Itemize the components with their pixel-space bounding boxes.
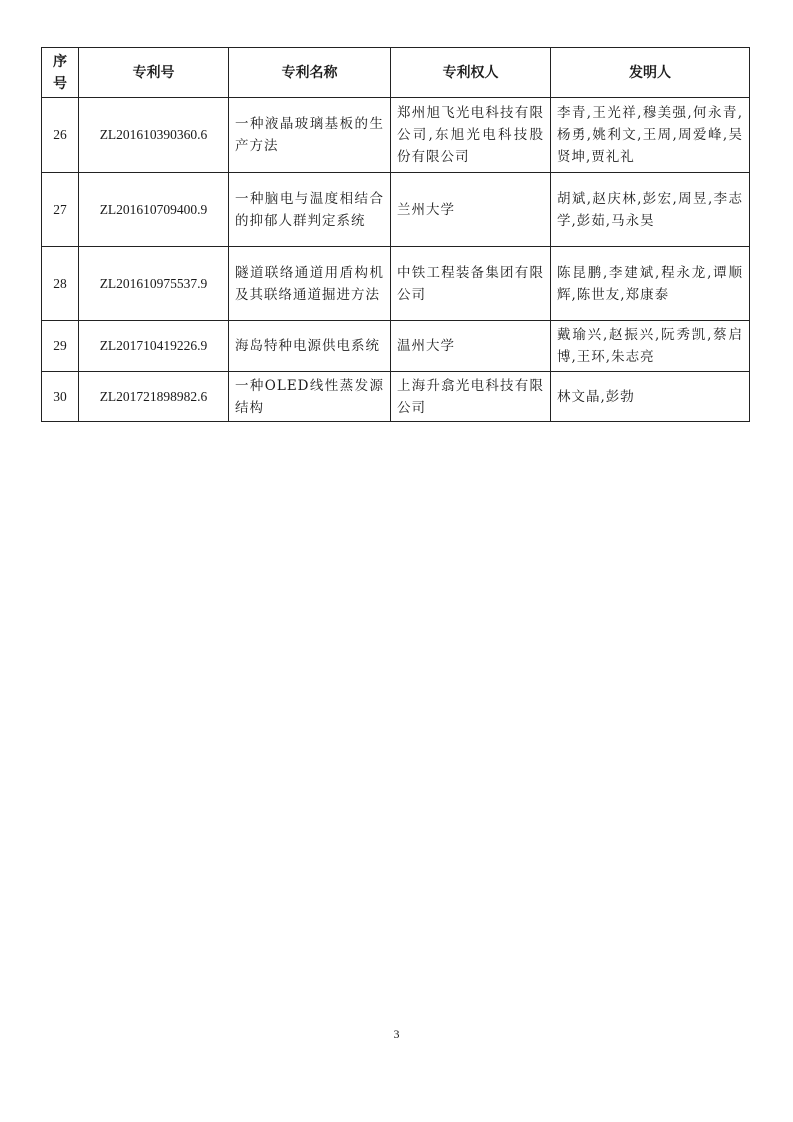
row-patent-name: 隧道联络通道用盾构机及其联络通道掘进方法 [229,247,391,321]
page-number: 3 [393,1027,400,1041]
row-patent-no: ZL201721898982.6 [79,372,229,422]
table-row [42,321,750,372]
row-inventors: 陈昆鹏,李建斌,程永龙,谭顺辉,陈世友,郑康泰 [551,247,750,321]
row-patent-no: ZL201710419226.9 [79,321,229,372]
header-patent-no: 专利号 [79,48,229,98]
row-seq: 28 [42,247,79,321]
row-inventors: 胡斌,赵庆林,彭宏,周昱,李志学,彭茹,马永昊 [551,173,750,247]
row-inventors: 林文晶,彭勃 [551,372,750,422]
row-patent-name: 一种液晶玻璃基板的生产方法 [229,98,391,173]
row-seq: 29 [42,321,79,372]
header-patent-name: 专利名称 [229,48,391,98]
row-patent-no: ZL201610390360.6 [79,98,229,173]
header-inventors: 发明人 [551,48,750,98]
table-row [42,173,750,247]
table-row [42,372,750,422]
table-row [42,247,750,321]
header-seq-line1: 序 [53,53,67,70]
row-inventors: 李青,王光祥,穆美强,何永青,杨勇,姚利文,王周,周爱峰,吴贤坤,贾礼礼 [551,98,750,173]
row-patent-name: 一种脑电与温度相结合的抑郁人群判定系统 [229,173,391,247]
row-patentee: 上海升翕光电科技有限公司 [391,372,551,422]
patent-table [41,47,750,422]
row-patent-name: 海岛特种电源供电系统 [229,321,391,372]
row-patent-no: ZL201610709400.9 [79,173,229,247]
header-seq [42,48,79,98]
row-patent-no: ZL201610975537.9 [79,247,229,321]
row-patentee: 中铁工程装备集团有限公司 [391,247,551,321]
row-seq: 26 [42,98,79,173]
row-seq: 30 [42,372,79,422]
header-row [42,48,750,98]
table-row [42,98,750,173]
row-patentee: 郑州旭飞光电科技有限公司,东旭光电科技股份有限公司 [391,98,551,173]
row-patentee: 兰州大学 [391,173,551,247]
row-inventors: 戴瑜兴,赵振兴,阮秀凯,蔡启博,王环,朱志亮 [551,321,750,372]
row-patent-name: 一种OLED线性蒸发源结构 [229,372,391,422]
header-seq-line2: 号 [53,75,67,92]
row-patentee: 温州大学 [391,321,551,372]
row-seq: 27 [42,173,79,247]
header-patentee: 专利权人 [391,48,551,98]
